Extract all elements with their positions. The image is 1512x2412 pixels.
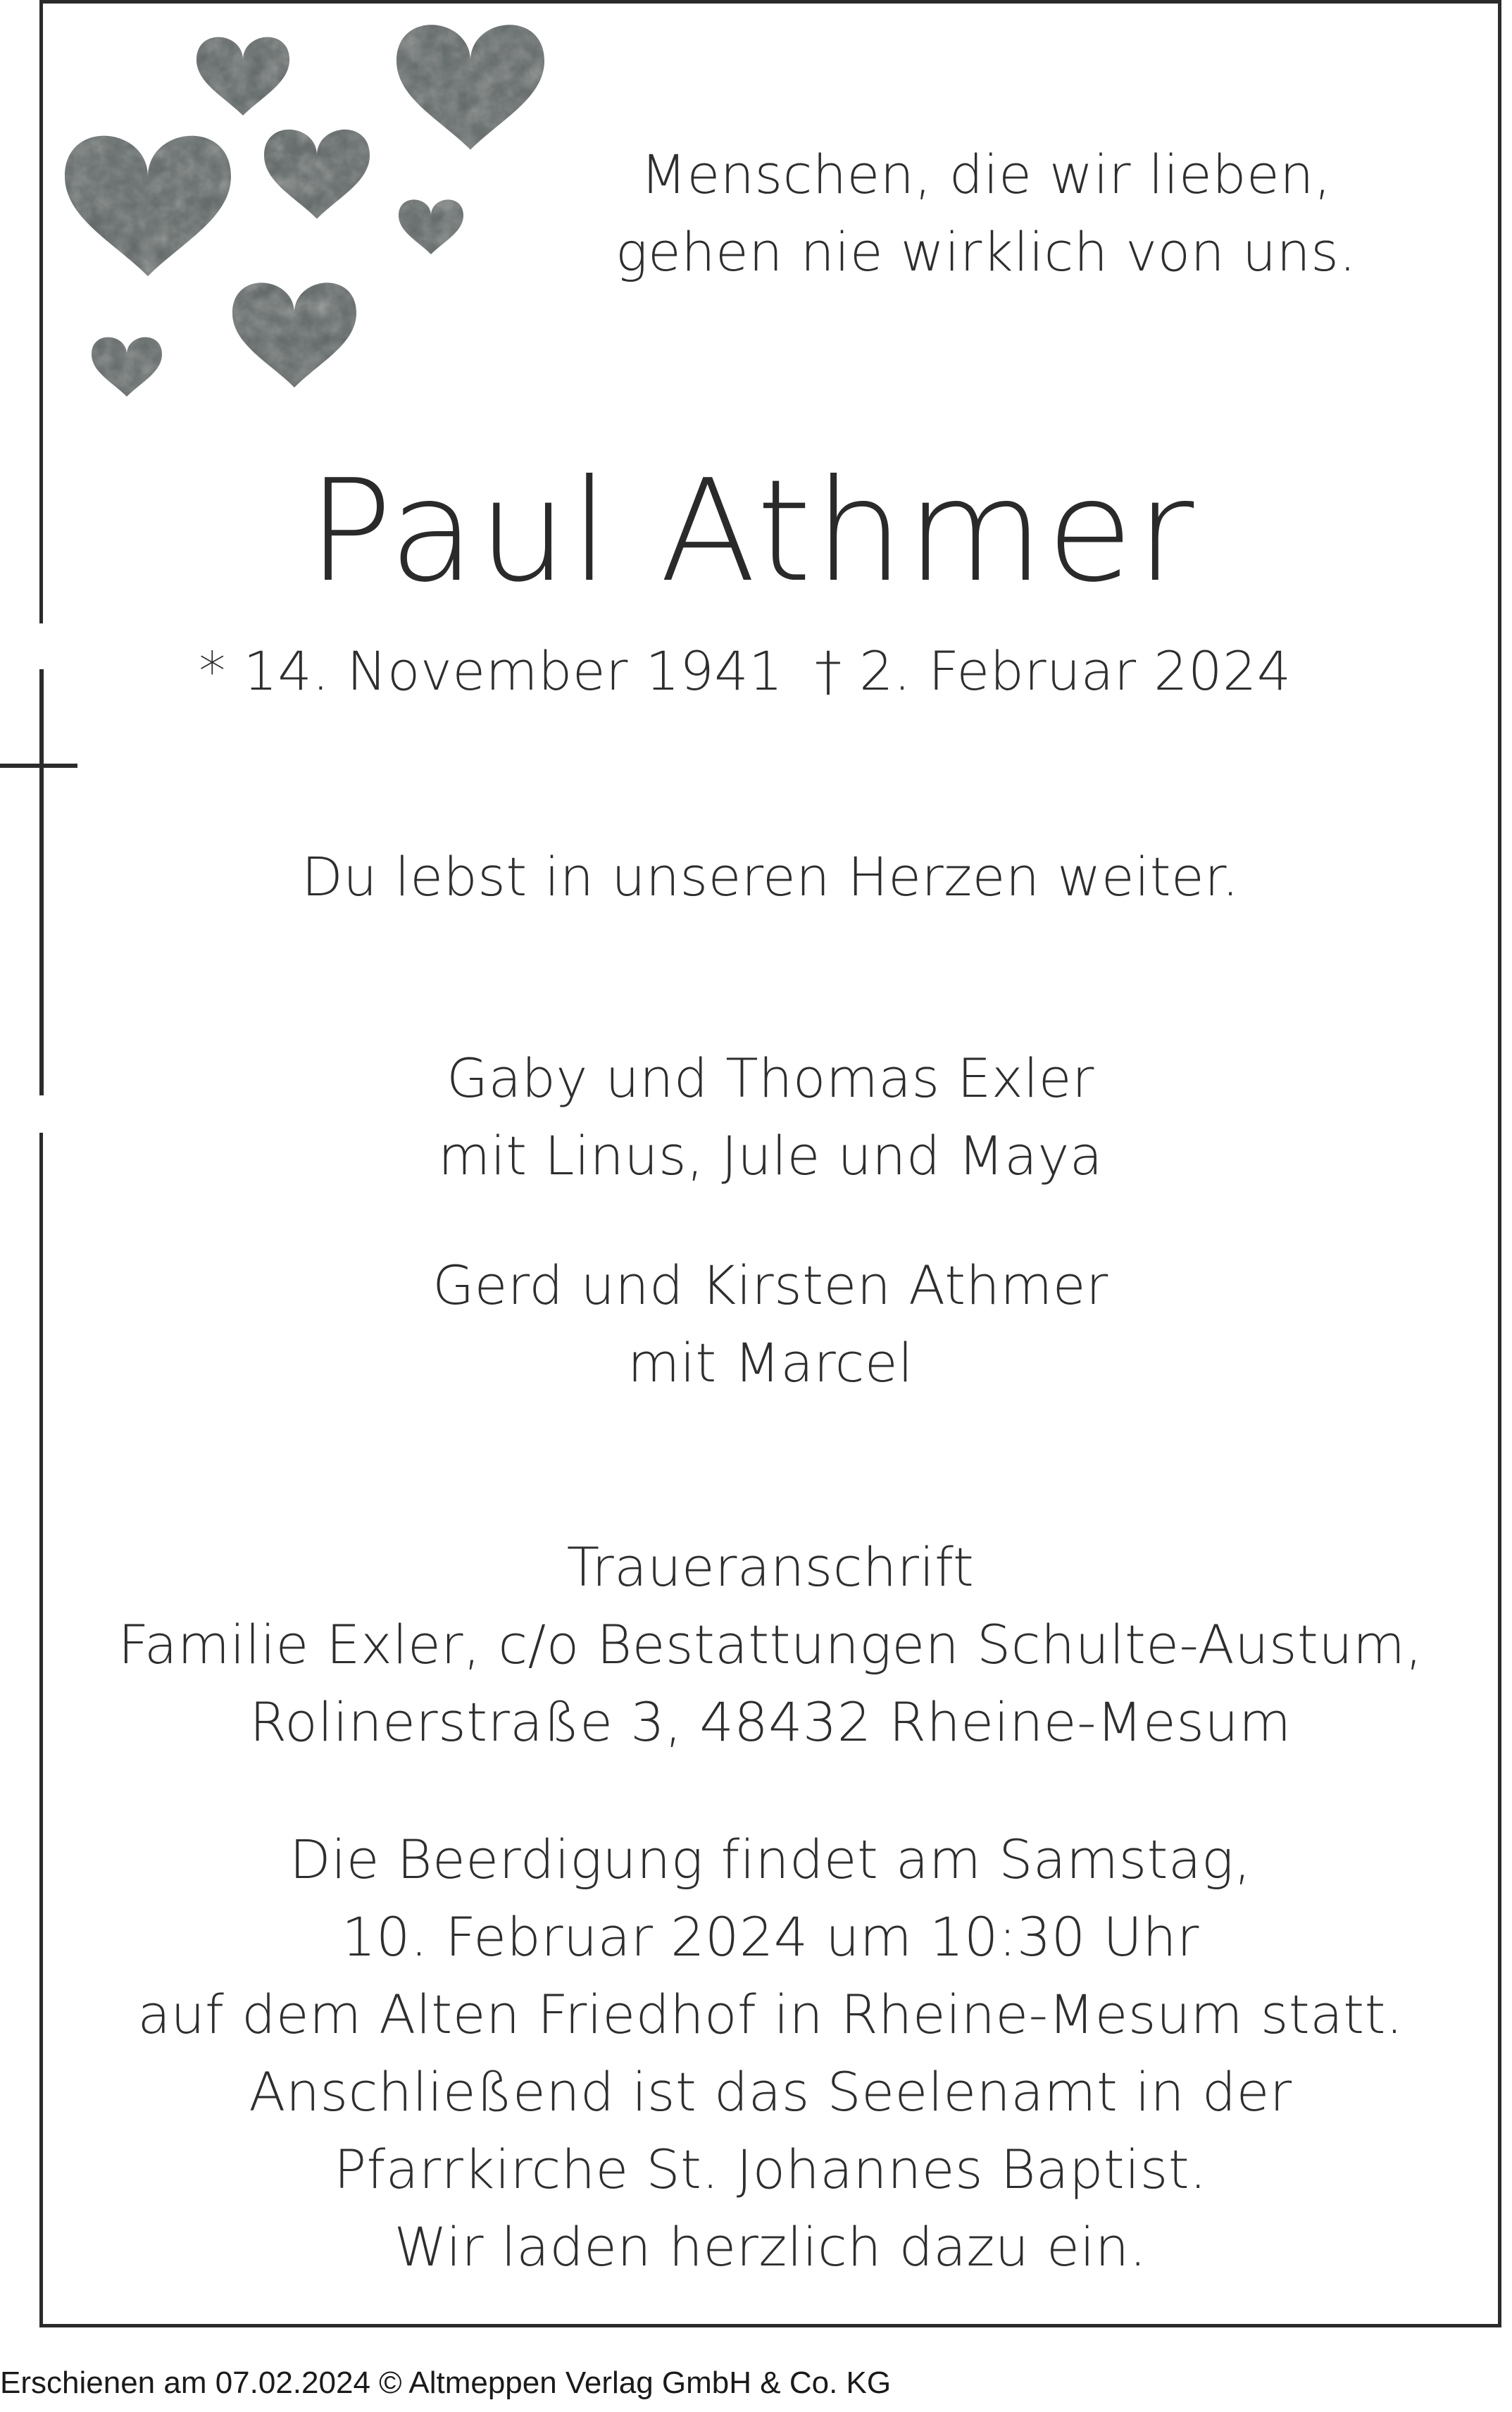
family-2-line-2: mit Marcel	[627, 1331, 913, 1394]
funeral-line-3: auf dem Alten Friedhof in Rheine-Mesum statt.	[137, 1983, 1404, 2046]
deceased-name: Paul Athmer	[307, 449, 1197, 614]
funeral-line-2: 10. Februar 2024 um 10:30 Uhr	[342, 1906, 1199, 1968]
family-2-line-1: Gerd und Kirsten Athmer	[432, 1254, 1108, 1317]
funeral-line-6: Wir laden herzlich dazu ein.	[394, 2215, 1147, 2278]
funeral-line-5: Pfarrkirche St. Johannes Baptist.	[334, 2138, 1207, 2201]
heart-icon	[232, 282, 356, 387]
quote-line-2: gehen nie wirklich von uns.	[615, 220, 1357, 283]
heart-icon	[396, 25, 544, 149]
funeral-line-1: Die Beerdigung findet am Samstag,	[289, 1828, 1251, 1891]
motto: Du lebst in unseren Herzen weiter.	[301, 845, 1239, 908]
family-1-line-1: Gaby und Thomas Exler	[446, 1047, 1094, 1109]
frame-bottom-line	[39, 2324, 1501, 2327]
quote-line-1: Menschen, die wir lieben,	[640, 143, 1332, 206]
address-line-2: Rolinerstraße 3, 48432 Rheine-Mesum	[249, 1691, 1292, 1753]
death-date: † 2. Februar 2024	[814, 640, 1292, 702]
heart-icon	[92, 337, 162, 397]
birth-date: * 14. November 1941	[199, 640, 783, 702]
cross-horizontal-bar	[0, 764, 77, 768]
heart-icon	[196, 37, 289, 116]
address-line-1: Familie Exler, c/o Bestattungen Schulte-Austum,	[118, 1613, 1423, 1676]
hearts-decoration	[0, 0, 634, 437]
heart-icon	[65, 136, 231, 276]
heart-icon	[399, 199, 463, 254]
family-1-line-2: mit Linus, Jule und Maya	[438, 1124, 1103, 1187]
publication-footer: Erschienen am 07.02.2024 © Altmeppen Verlag GmbH & Co. KG	[0, 2366, 892, 2400]
address-heading: Traueranschrift	[566, 1536, 975, 1598]
heart-icon	[264, 130, 370, 219]
life-dates	[14, 633, 1476, 710]
funeral-line-4: Anschließend ist das Seelenamt in der	[249, 2060, 1292, 2123]
